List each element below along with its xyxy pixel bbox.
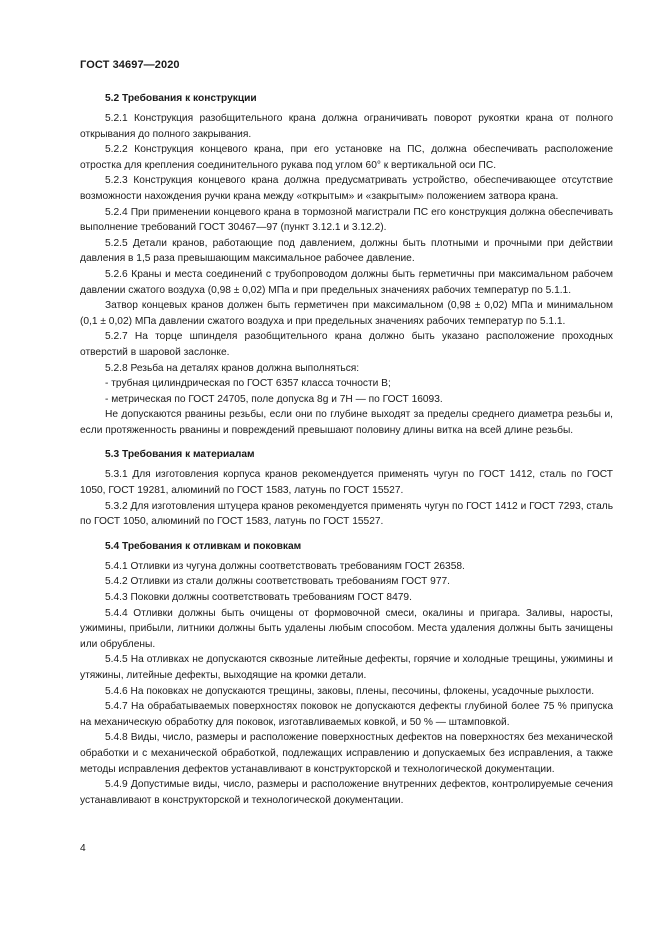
paragraph: Затвор концевых кранов должен быть герметичен при максимальном (0,98 ± 0,02) МПа и минимальном (0,1 ± 0,02) МПа давлении сжатого воздуха и при предельных значениях рабочих температур по 5.1.1. (80, 300, 613, 327)
paragraph: 5.2.6 Краны и места соединений с трубопроводом должны быть герметичны при максимальном рабочем давлении сжатого воздуха (0,98 ± 0,02) МПа и при предельных значениях рабочих температур по 5.1.1. (80, 268, 613, 296)
paragraph: 5.2.2 Конструкция концевого крана, при его установке на ПС, должна обеспечивать расположение отростка для крепления соединительного рукава под углом 60° к вертикальной оси ПС. (80, 144, 613, 171)
section-5-4 (80, 539, 613, 809)
paragraph: 5.2.4 При применении концевого крана в тормозной магистрали ПС его конструкция должна обеспечивать выполнение требований ГОСТ 30467—97 (пункт 3.12.1 и 3.12.2). (80, 206, 613, 234)
paragraph: 5.2.7 На торце шпинделя разобщительного крана должно быть указано расположение проходных отверстий в шаровой заслонке. (80, 331, 613, 358)
section-5-3 (80, 447, 613, 529)
paragraph: 5.4.7 На обрабатываемых поверхностях поковок не допускаются дефекты глубиной более 75 % припуска на механическую обработку для поковок, изготавливаемых ковкой, и 50 % — штамповкой. (80, 701, 613, 728)
section-heading: 5.4 Требования к отливкам и поковкам (105, 540, 302, 552)
paragraph: 5.2.8 Резьба на деталях кранов должна выполняться: (105, 362, 360, 374)
standard-code-header: ГОСТ 34697—2020 (80, 59, 180, 71)
paragraph: 5.4.5 На отливках не допускаются сквозные литейные дефекты, горячие и холодные трещины, ужимины и утяжины, литейные дефекты, выходящие на кромки детали. (80, 654, 613, 681)
section-heading: 5.3 Требования к материалам (105, 449, 255, 461)
paragraph: 5.2.5 Детали кранов, работающие под давлением, должны быть плотными и прочными при действии давления в 1,5 раза превышающим максимальное рабочее давление. (80, 237, 613, 265)
paragraph: 5.4.6 На поковках не допускаются трещины, заковы, плены, песочины, флокены, усадочные рыхлости. (105, 685, 595, 697)
paragraph: 5.4.1 Отливки из чугуна должны соответствовать требованиям ГОСТ 26358. (105, 560, 465, 572)
paragraph: 5.4.3 Поковки должны соответствовать требованиям ГОСТ 8479. (105, 592, 412, 604)
paragraph: 5.4.8 Виды, число, размеры и расположение поверхностных дефектов на поверхностях без механической обработки и с механической обработкой, подлежащих исправлению и допускаемых без исправления, а также методы исправления дефектов устанавливают в конструкторской и технологической документации. (80, 732, 613, 775)
paragraph: 5.4.2 Отливки из стали должны соответствовать требованиям ГОСТ 977. (105, 576, 450, 588)
list-item: - трубная цилиндрическая по ГОСТ 6357 класса точности В; (105, 378, 391, 390)
paragraph: 5.3.1 Для изготовления корпуса кранов рекомендуется применять чугун по ГОСТ 1412, сталь по ГОСТ 1050, ГОСТ 19281, алюминий по ГОСТ 1583, латунь по ГОСТ 15527. (80, 469, 613, 497)
paragraph: 5.4.9 Допустимые виды, число, размеры и расположение внутренних дефектов, контролируемые сечения устанавливают в конструкторской и технологической документации. (80, 779, 613, 806)
paragraph: Не допускаются рванины резьбы, если они по глубине выходят за пределы среднего диаметра резьбы и, если протяженность рванины и повреждений превышают половину длины витка на всей длине резьбы. (80, 409, 613, 436)
list-item: - метрическая по ГОСТ 24705, поле допуска 8g и 7H — по ГОСТ 16093. (105, 393, 443, 405)
paragraph: 5.4.4 Отливки должны быть очищены от формовочной смеси, окалины и пригара. Заливы, наросты, ужимины, прибыли, литники должны быть удалены любым способом. Места удаления должны быть зачищены или обрублены. (80, 607, 613, 650)
paragraph: 5.2.3 Конструкция концевого крана должна предусматривать устройство, обеспечивающее отсутствие возможности нахождения ручки крана между «открытым» и «закрытым» положением затвора крана. (80, 175, 613, 202)
page-number: 4 (80, 843, 86, 854)
paragraph: 5.2.1 Конструкция разобщительного крана должна ограничивать поворот рукоятки крана от полного открывания до полного закрывания. (80, 113, 613, 140)
section-heading: 5.2 Требования к конструкции (105, 93, 257, 104)
document-body (80, 91, 613, 808)
section-5-2 (80, 91, 613, 438)
paragraph: 5.3.2 Для изготовления штуцера кранов рекомендуется применять чугун по ГОСТ 1412 и ГОСТ 7293, сталь по ГОСТ 1050, алюминий по ГОСТ 1583, латунь по ГОСТ 15527. (80, 500, 613, 528)
